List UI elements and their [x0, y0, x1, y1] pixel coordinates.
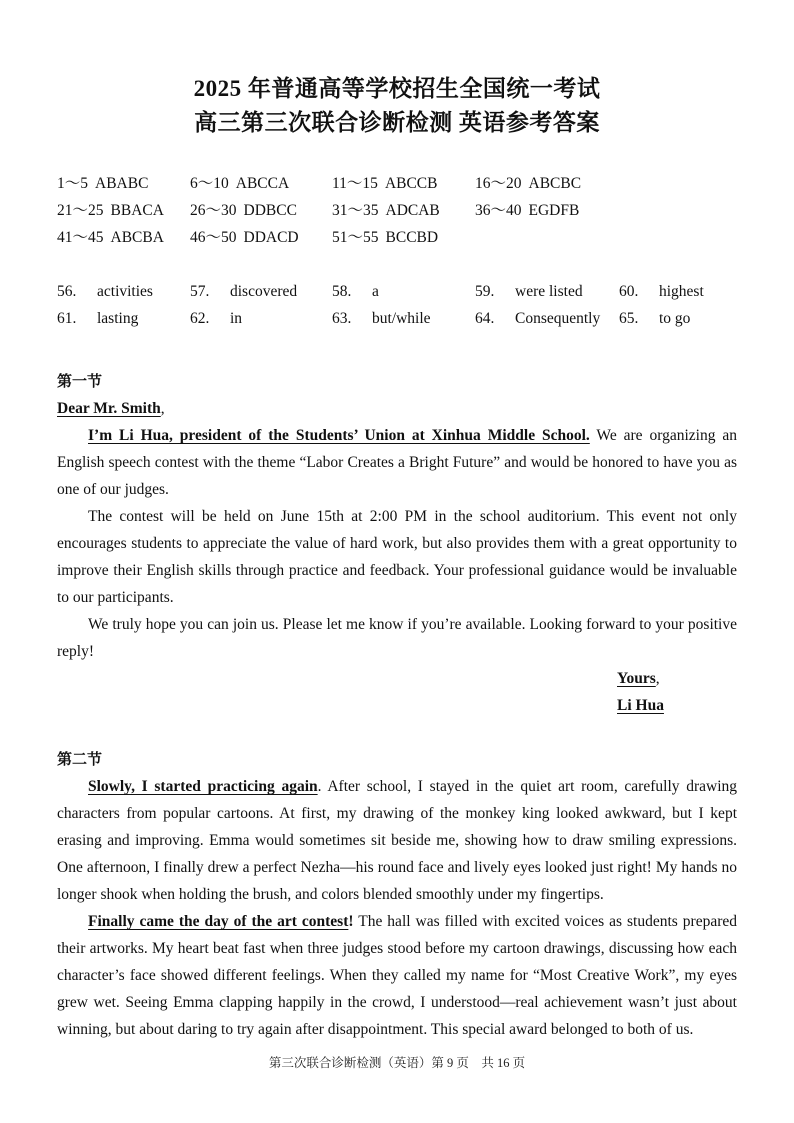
question-number: 60.: [619, 283, 639, 300]
choice-answer-cell: [190, 170, 332, 197]
question-range: 41～45: [57, 229, 104, 246]
text-segment: Finally came the day of the art contest: [88, 913, 349, 930]
essay-paragraph-1: [57, 773, 737, 908]
title-line-2: 高三第三次联合诊断检测 英语参考答案: [194, 110, 600, 135]
text-segment: ,: [655, 670, 660, 687]
word-answer-cell: [190, 278, 332, 305]
text-segment: The contest will be held on June 15th at 2:00 PM in the school auditorium. This event not only encourages students to appreciate the value of hard work, but also provides them with a great opportunity to improve their English skills through practice and feedback. Your professional guidance would be invaluable to our participants.: [57, 508, 737, 606]
answer-letters: ABCBA: [110, 229, 164, 246]
text-segment: Li Hua: [617, 697, 664, 714]
answer-word: activities: [97, 283, 153, 300]
question-number: 63.: [332, 310, 352, 327]
answer-letters: EGDFB: [528, 202, 580, 219]
letter-signature-closing: [57, 665, 737, 692]
question-number: 64.: [475, 310, 495, 327]
question-number: 62.: [190, 310, 210, 327]
choice-answer-cell: [190, 224, 332, 251]
answer-word: lasting: [97, 310, 139, 327]
essay-paragraph-2: [57, 908, 737, 1043]
choice-answer-cell: [190, 197, 332, 224]
answer-letters: DDBCC: [243, 202, 297, 219]
question-range: 51～55: [332, 229, 379, 246]
text-segment: Yours: [617, 670, 656, 687]
choice-answer-row: [57, 170, 737, 197]
word-answer-cell: [619, 305, 690, 332]
text-segment: . After school, I stayed in the quiet art room, carefully drawing characters from popular cartoons. At first, my drawing of the monkey king looked awkward, but I kept erasing and improving. Emma would sometimes sit beside me, showing how to draw smiling expressions. One afternoon, I finally drew a perfect Nezha—his round face and lively eyes looked just right! My hands no longer shook when holding the brush, and colors blended smoothly under my fingertips.: [57, 778, 737, 903]
word-answer-cell: [332, 305, 475, 332]
answer-word: were listed: [515, 283, 583, 300]
text-segment: The hall was filled with excited voices as students prepared their artworks. My heart beat fast when three judges stood before my cartoon drawings, discussing how each character’s face showed different feelings. When they called my name for “Most Creative Work”, my eyes grew wet. Seeing Emma clapping happily in the crowd, I understood—real achievement wasn’t just about winning, but about daring to try again after disappointment. This special award belonged to both of us.: [57, 913, 737, 1038]
word-answer-row: [57, 278, 737, 305]
question-range: 6～10: [190, 175, 229, 192]
question-range: 31～35: [332, 202, 379, 219]
answer-word: to go: [659, 310, 691, 327]
choice-answer-row: [57, 197, 737, 224]
answer-letters: BCCBD: [385, 229, 439, 246]
text-segment: Slowly, I started practicing again: [88, 778, 318, 795]
choice-answer-cell: [332, 170, 475, 197]
word-answer-row: [57, 305, 737, 332]
choice-answer-cell: [57, 224, 190, 251]
question-number: 58.: [332, 283, 352, 300]
section-2-heading: 第二节: [57, 751, 103, 768]
answer-letters: ABCBC: [528, 175, 582, 192]
choice-answer-grid: [57, 170, 737, 251]
choice-answer-cell: [57, 170, 190, 197]
page-footer: 第三次联合诊断检测（英语）第 9 页 共 16 页: [268, 1056, 526, 1070]
question-number: 57.: [190, 283, 210, 300]
question-number: 65.: [619, 310, 639, 327]
word-answer-cell: [619, 278, 704, 305]
answer-letters: BBACA: [110, 202, 164, 219]
word-answer-cell: [190, 305, 332, 332]
question-range: 26～30: [190, 202, 237, 219]
answer-word: highest: [659, 283, 704, 300]
letter-paragraph-2: [57, 503, 737, 611]
question-range: 1～5: [57, 175, 89, 192]
question-number: 61.: [57, 310, 77, 327]
answer-word: a: [372, 283, 379, 300]
question-range: 11～15: [332, 175, 378, 192]
choice-answer-cell: [475, 197, 619, 224]
word-answer-grid: [57, 278, 737, 332]
answer-letters: ADCAB: [385, 202, 440, 219]
text-segment: I’m Li Hua, president of the Students’ Union at Xinhua Middle School.: [88, 427, 590, 444]
text-segment: ,: [160, 400, 165, 417]
answer-letters: ABCCB: [384, 175, 438, 192]
choice-answer-cell: [57, 197, 190, 224]
answer-word: Consequently: [515, 310, 601, 327]
letter-paragraph-1: [57, 422, 737, 503]
choice-answer-cell: [332, 224, 475, 251]
question-range: 21～25: [57, 202, 104, 219]
answer-word: but/while: [372, 310, 431, 327]
word-answer-cell: [57, 278, 190, 305]
question-number: 59.: [475, 283, 495, 300]
choice-answer-row: [57, 224, 737, 251]
text-segment: !: [348, 913, 354, 930]
section-1-heading: 第一节: [57, 373, 103, 390]
word-answer-cell: [475, 305, 619, 332]
answer-letters: ABABC: [95, 175, 149, 192]
text-segment: Dear Mr. Smith: [57, 400, 161, 417]
letter-salutation: [57, 395, 737, 422]
text-segment: We are organizing an English speech contest with the theme “Labor Creates a Bright Future” and would be honored to have you as one of our judges.: [57, 427, 737, 498]
question-range: 46～50: [190, 229, 237, 246]
document-title: [57, 72, 737, 140]
word-answer-cell: [332, 278, 475, 305]
word-answer-cell: [57, 305, 190, 332]
choice-answer-cell: [475, 170, 619, 197]
title-line-1: 2025 年普通高等学校招生全国统一考试: [193, 76, 601, 101]
choice-answer-cell: [332, 197, 475, 224]
answer-letters: ABCCA: [235, 175, 290, 192]
answer-letters: DDACD: [243, 229, 299, 246]
question-number: 56.: [57, 283, 77, 300]
question-range: 36～40: [475, 202, 522, 219]
letter-signature-name: [57, 692, 737, 719]
text-segment: We truly hope you can join us. Please let me know if you’re available. Looking forward to your positive reply!: [57, 616, 737, 660]
word-answer-cell: [475, 278, 619, 305]
question-range: 16～20: [475, 175, 522, 192]
answer-word: discovered: [230, 283, 298, 300]
letter-paragraph-3: [57, 611, 737, 665]
answer-word: in: [230, 310, 243, 327]
